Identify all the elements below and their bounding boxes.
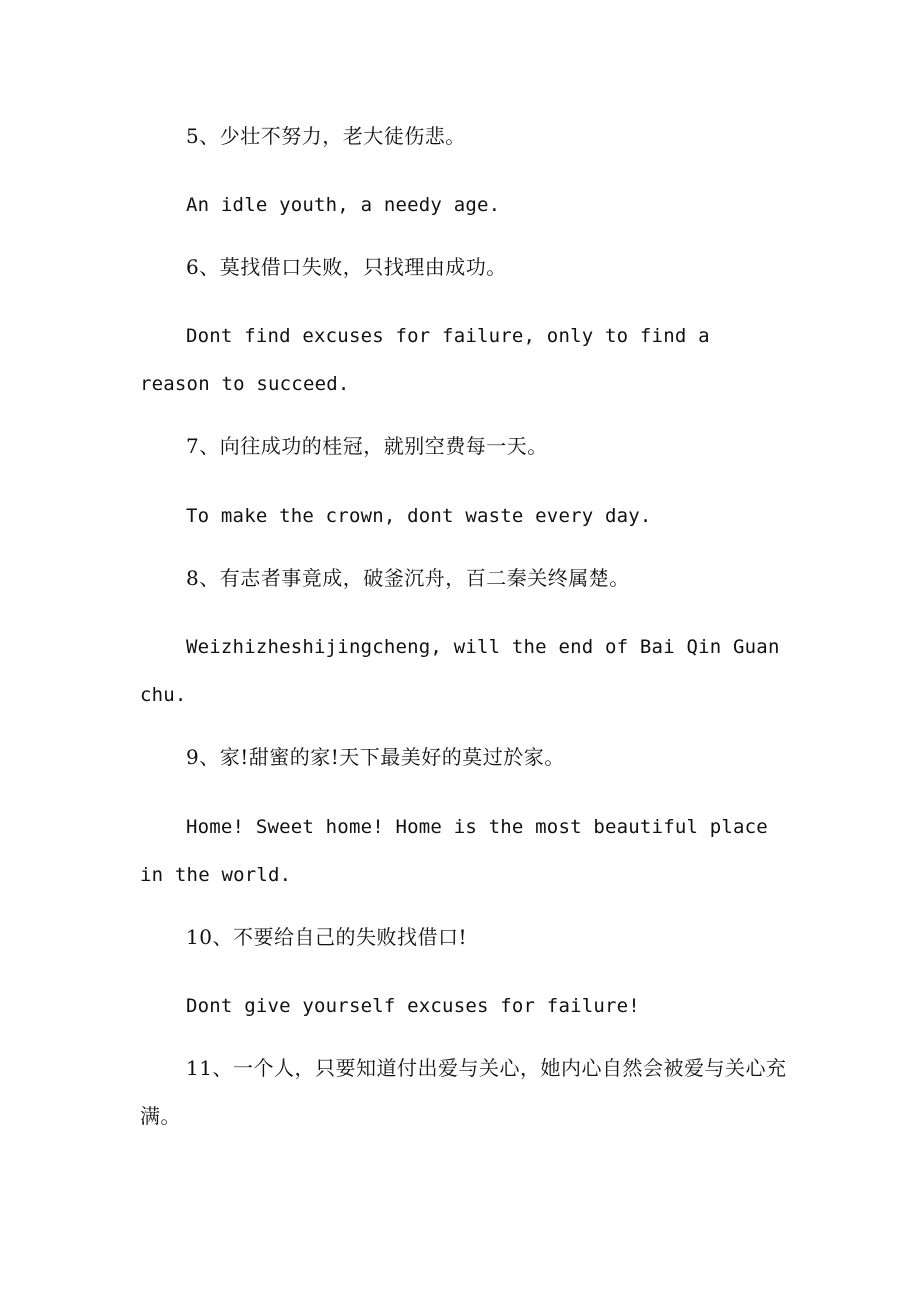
paragraph-zh-10: 10、不要给自己的失败找借口! (186, 925, 467, 949)
paragraph-zh-5: 5、少壮不努力，老大徒伤悲。 (186, 124, 466, 148)
paragraph-en-5: An idle youth, a needy age. (186, 194, 501, 216)
paragraph-zh-7: 7、向往成功的桂冠，就别空费每一天。 (186, 434, 548, 458)
paragraph-en-6: Dont find excuses for failure, only to find a reason to succeed. (140, 325, 710, 395)
paragraph-zh-11: 11、一个人，只要知道付出爱与关心，她内心自然会被爱与关心充满。 (140, 1056, 787, 1128)
paragraph-en-9: Home! Sweet home! Home is the most beautiful place in the world. (140, 816, 768, 886)
paragraph-zh-6: 6、莫找借口失败，只找理由成功。 (186, 255, 507, 279)
paragraph-en-7: To make the crown, dont waste every day. (186, 505, 652, 527)
paragraph-zh-9: 9、家!甜蜜的家!天下最美好的莫过於家。 (186, 745, 565, 769)
paragraph-zh-8: 8、有志者事竟成，破釜沉舟，百二秦关终属楚。 (186, 566, 630, 590)
paragraph-en-10: Dont give yourself excuses for failure! (186, 995, 640, 1017)
paragraph-en-8: Weizhizheshijingcheng, will the end of Bai Qin Guan chu. (140, 636, 780, 706)
